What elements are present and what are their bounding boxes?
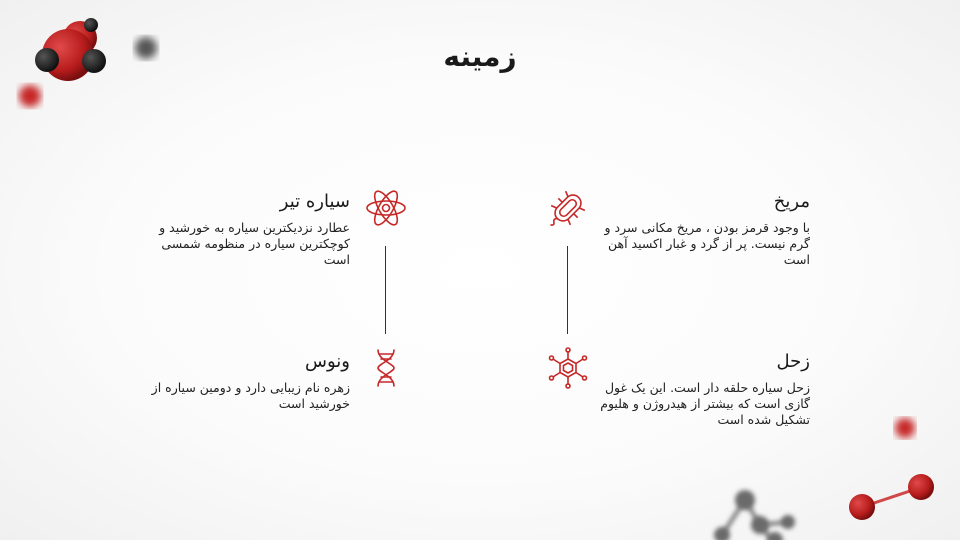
item-description: عطارد نزدیکترین سیاره به خورشید و کوچکترین سیاره در منظومه شمسی است: [159, 220, 350, 267]
item-description: زحل سیاره حلقه دار است. این یک غول گازی است که بیشتر از هیدروژن و هلیوم تشکیل شده است: [600, 380, 810, 427]
item-mars: [600, 191, 810, 268]
item-mercury: [140, 191, 350, 268]
connector-line-right: [567, 246, 568, 334]
atom-icon: [364, 186, 408, 230]
item-venus: [140, 351, 350, 412]
molecule-icon: [546, 346, 590, 390]
item-title: مریخ: [773, 191, 810, 212]
item-title: زحل: [776, 351, 810, 372]
item-description: با وجود قرمز بودن ، مریخ مکانی سرد و گرم نیست. پر از گرد و غبار اکسید آهن است: [604, 220, 810, 267]
bacterium-icon: [546, 186, 590, 230]
page-title: زمینه: [443, 40, 517, 73]
item-description: زهره نام زیبایی دارد و دومین سیاره از خورشید است: [151, 380, 350, 411]
connector-line-left: [385, 246, 386, 334]
item-title: سیاره تیر: [279, 191, 350, 212]
item-saturn: [600, 351, 810, 428]
dna-icon: [364, 346, 408, 390]
item-title: ونوس: [305, 351, 350, 372]
